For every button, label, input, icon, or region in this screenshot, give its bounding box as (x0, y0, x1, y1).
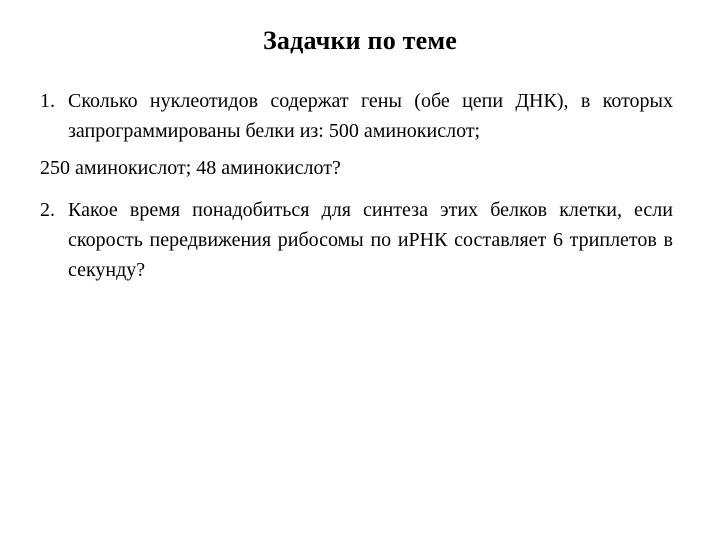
task-item-1 (40, 86, 673, 146)
task-text-1: Сколько нуклеотидов содержат гены (обе цепи ДНК), в которых запрограммированы белки из: 500 аминокислот; (68, 90, 673, 142)
task-text-2: Какое время понадобиться для синтеза этих белков клетки, если скорость передвижения рибосомы по иРНК составляет 6 триплетов в секунду? (68, 199, 673, 281)
task-number-1: 1. (40, 90, 55, 112)
slide-body (40, 86, 673, 285)
task-item-2 (40, 195, 673, 285)
task-number-2: 2. (40, 199, 55, 221)
slide-title: Задачки по теме (262, 26, 457, 55)
task-1-continuation: 250 аминокислот; 48 аминокислот? (40, 157, 341, 179)
